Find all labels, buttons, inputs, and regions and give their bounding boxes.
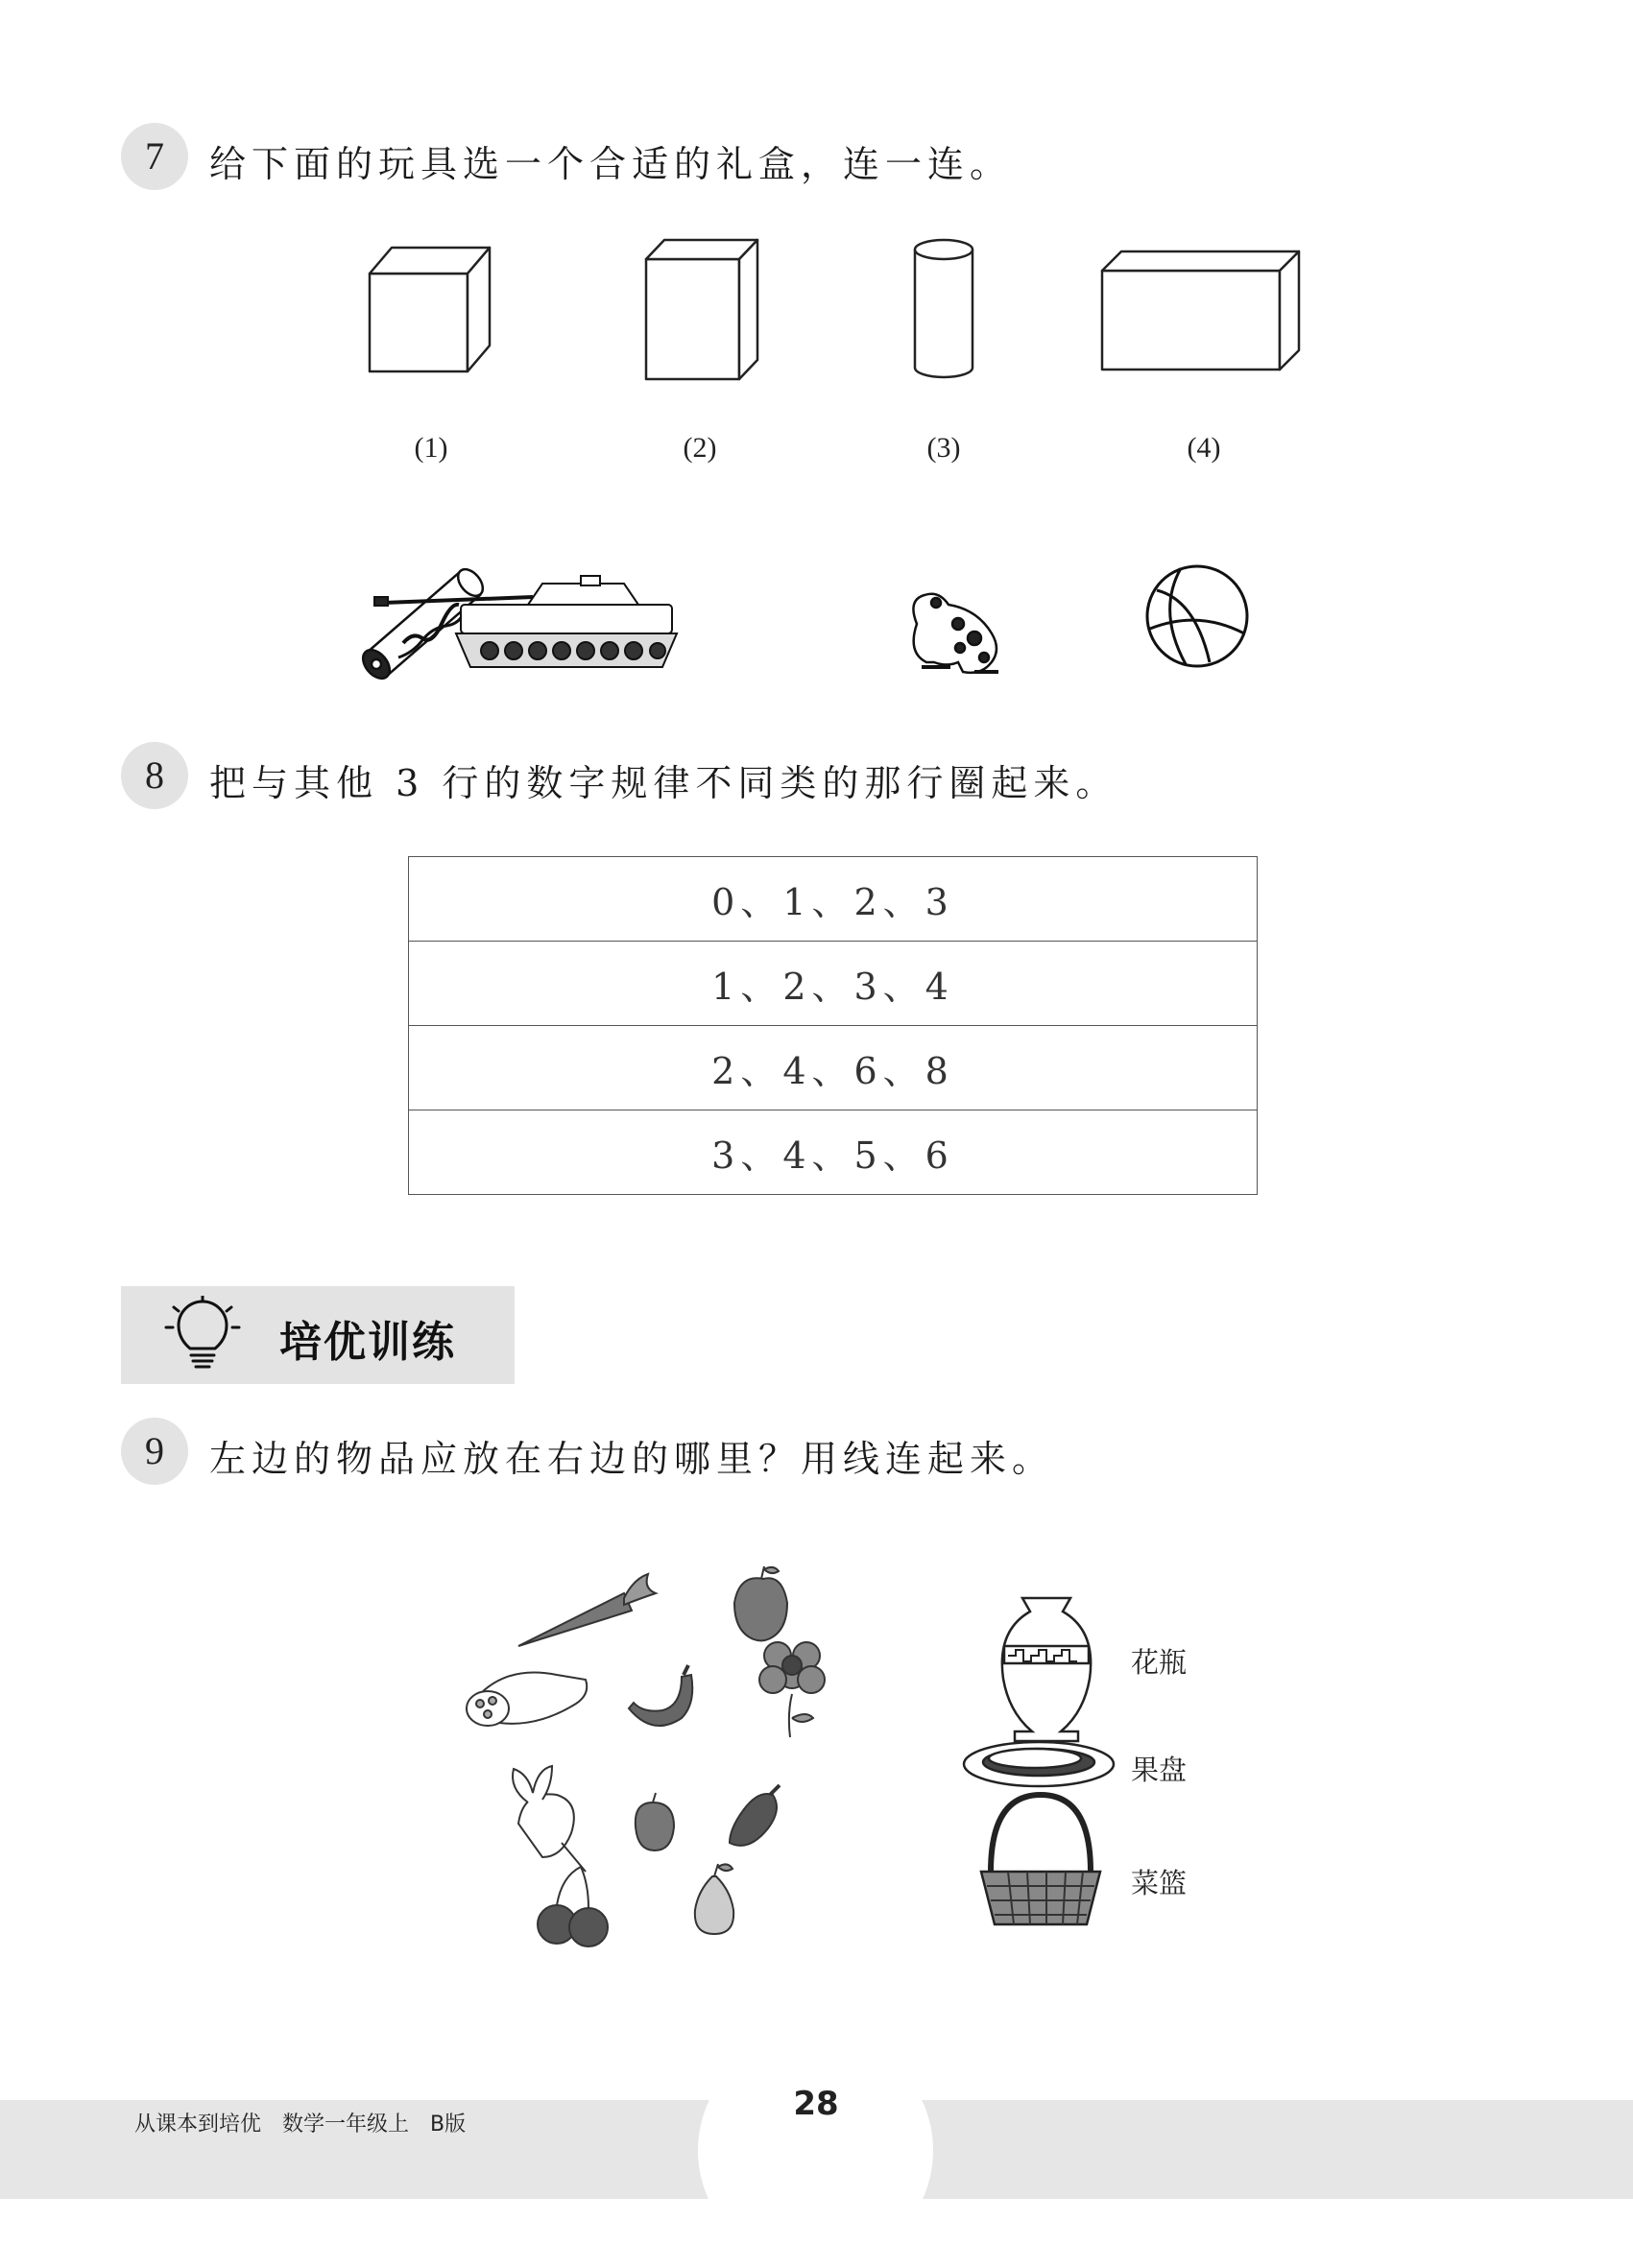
lotus-root-icon[interactable] [467, 1673, 587, 1727]
carrot-icon[interactable] [518, 1593, 632, 1646]
sequence-row[interactable]: 1、2、3、4 [409, 942, 1258, 1026]
eggplant-icon[interactable] [730, 1785, 780, 1846]
section-banner [121, 1286, 515, 1384]
box-caption-4: (4) [1187, 432, 1221, 464]
page-number: 28 [793, 2085, 839, 2123]
container-label-fruit-plate: 果盘 [1131, 1754, 1188, 1786]
cherries-icon[interactable] [538, 1867, 608, 1946]
book-title: 从课本到培优 数学一年级上 B版 [134, 2113, 467, 2137]
sequence-row[interactable]: 3、4、5、6 [409, 1110, 1258, 1195]
question-7-text: 给下面的玩具选一个合适的礼盒，连一连。 [209, 143, 1013, 185]
flower-icon[interactable] [759, 1642, 825, 1737]
frog-icon[interactable] [913, 594, 998, 673]
box-caption-2: (2) [683, 432, 717, 464]
box-caption-1: (1) [414, 432, 448, 464]
question-8-text: 把与其他 3 行的数字规律不同类的那行圈起来。 [209, 762, 1118, 804]
toys [346, 537, 1267, 691]
box-caption-3: (3) [926, 432, 961, 464]
container-label-vegetable-basket: 菜篮 [1131, 1867, 1188, 1899]
ball-icon[interactable] [1147, 566, 1247, 666]
pear-icon[interactable] [695, 1864, 733, 1934]
cube-box-icon[interactable] [370, 248, 490, 371]
question-number-8: 8 [121, 742, 188, 809]
gift-boxes [355, 230, 1315, 394]
page-number-badge [698, 2033, 933, 2268]
cylinder-box-icon[interactable] [915, 240, 973, 377]
radish-icon[interactable] [513, 1766, 586, 1872]
apple-icon[interactable] [734, 1566, 787, 1641]
banana-icon[interactable] [629, 1665, 692, 1726]
question-9-text: 左边的物品应放在右边的哪里？用线连起来。 [209, 1438, 1055, 1480]
question-number-9: 9 [121, 1418, 188, 1485]
container-label-vase: 花瓶 [1131, 1646, 1188, 1679]
vegetable-basket-icon[interactable] [981, 1795, 1100, 1924]
pepper-icon[interactable] [636, 1793, 674, 1850]
fruit-plate-icon[interactable] [964, 1742, 1114, 1786]
containers [960, 1593, 1133, 1948]
question-number-7: 7 [121, 123, 188, 190]
sequence-row[interactable]: 2、4、6、8 [409, 1026, 1258, 1110]
items-to-sort [461, 1555, 864, 1958]
number-sequence-table [408, 856, 1258, 1195]
flat-box-icon[interactable] [1102, 251, 1299, 370]
tall-box-icon[interactable] [646, 240, 757, 379]
sequence-row[interactable]: 0、1、2、3 [409, 857, 1258, 942]
section-title: 培优训练 [279, 1318, 456, 1367]
lightbulb-icon [164, 1296, 241, 1377]
vase-icon[interactable] [1002, 1598, 1091, 1741]
carrot-leaf-icon [624, 1574, 656, 1605]
